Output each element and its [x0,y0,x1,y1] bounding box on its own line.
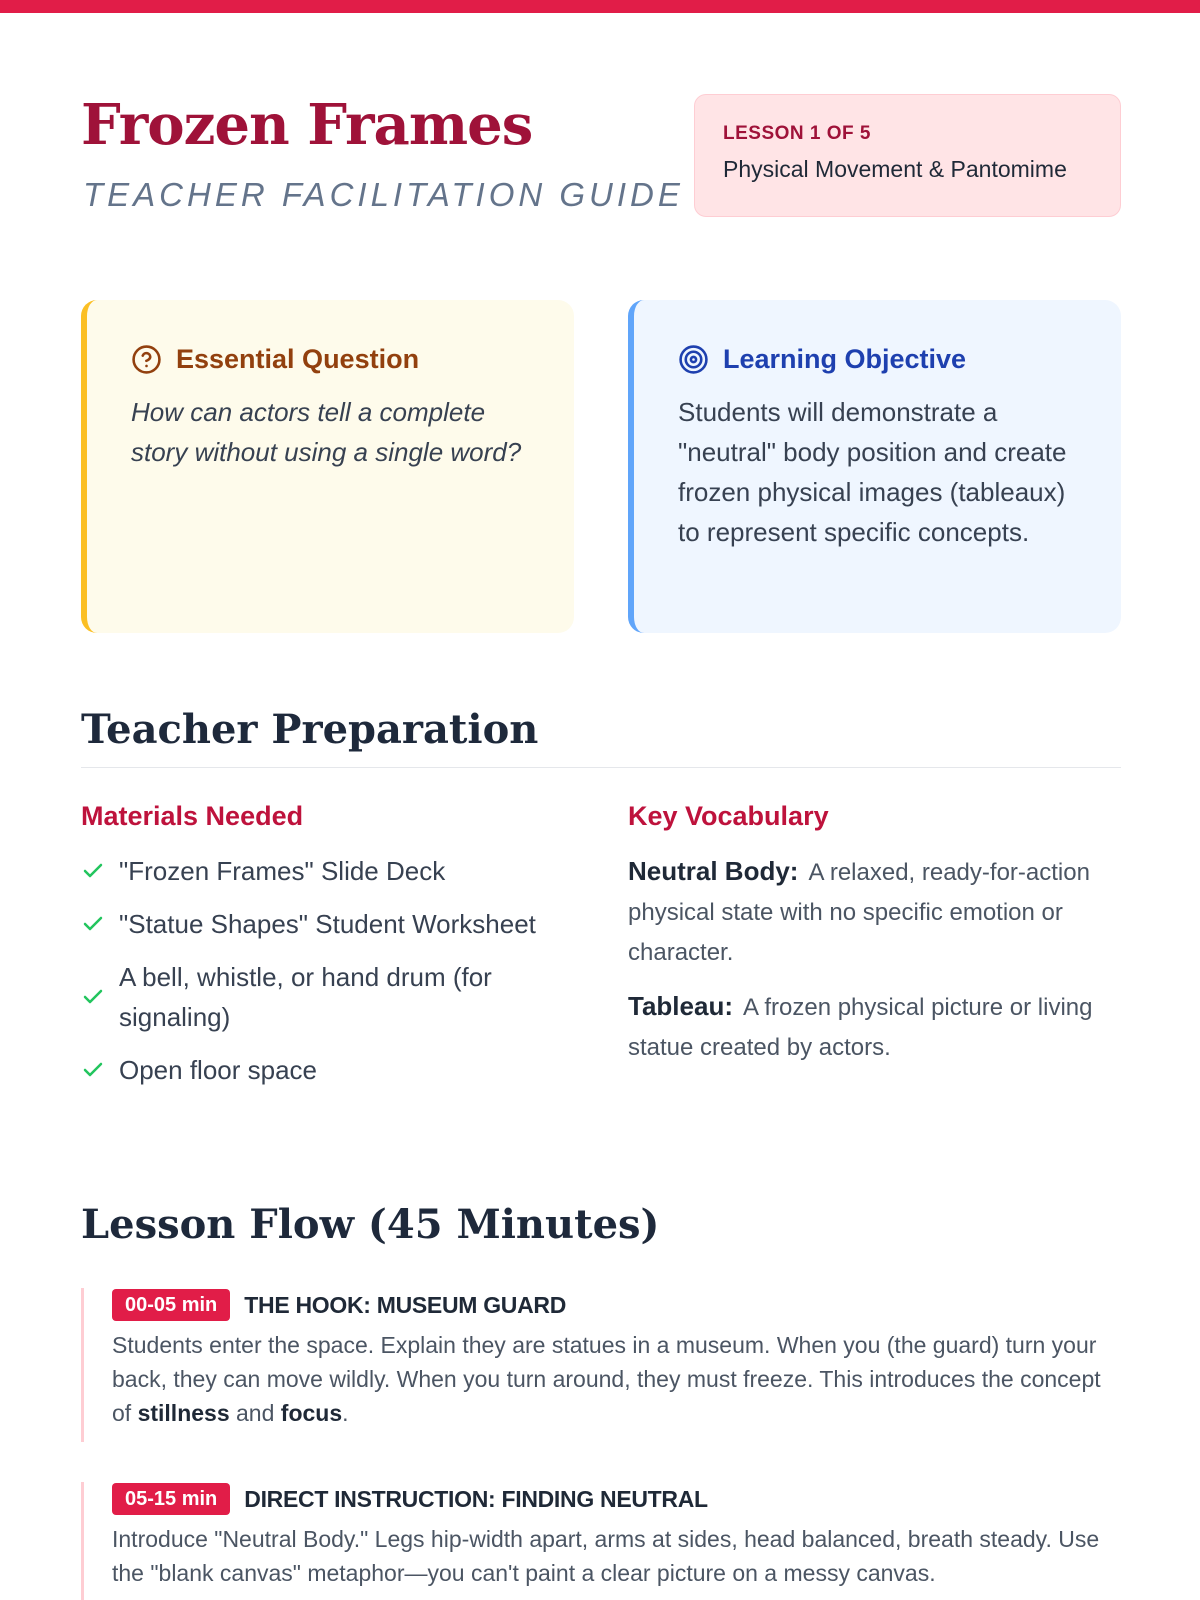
step-description [112,1328,1121,1430]
time-badge: 00-05 min [112,1289,230,1321]
vocabulary-list [628,851,1121,1068]
learning-objective-header [678,342,1081,376]
vocabulary-heading: Key Vocabulary [628,801,829,831]
list-item [81,1050,551,1090]
materials-column [81,800,551,1103]
lesson-step [81,1482,1121,1600]
section-divider [81,767,1121,768]
emphasis-stillness: stillness [137,1400,230,1426]
lesson-topic: Physical Movement & Pantomime [723,156,1067,182]
page-title: Frozen Frames [81,92,533,158]
material-text: "Frozen Frames" Slide Deck [119,856,446,887]
materials-list [81,851,551,1090]
lesson-step [81,1288,1121,1442]
lesson-flow-heading: Lesson Flow (45 Minutes) [81,1201,660,1248]
page-subtitle: TEACHER FACILITATION GUIDE [83,176,684,213]
list-item [81,851,551,891]
time-badge: 05-15 min [112,1483,230,1515]
check-icon [81,985,105,1009]
top-accent-bar [0,0,1200,13]
essential-question-header [131,342,534,376]
step-description: Introduce "Neutral Body." Legs hip-width apart, arms at sides, head balanced, breath steady. Use the "blank canvas" metaphor—you can't paint a clear picture on a messy canvas. [112,1526,1100,1586]
vocabulary-item [628,986,1121,1068]
emphasis-focus: focus [280,1400,343,1426]
vocabulary-term: Neutral Body: [628,856,799,887]
learning-objective-label: Learning Objective [723,343,967,374]
step-title: THE HOOK: MUSEUM GUARD [244,1291,567,1318]
learning-objective-text: Students will demonstrate a "neutral" body position and create frozen physical images (tableaux) to represent specific concepts. [678,397,1067,547]
lesson-number: LESSON 1 OF 5 [723,123,871,144]
list-item [81,957,551,1037]
step-description-text: . [342,1400,349,1426]
essential-question-text: How can actors tell a complete story without using a single word? [131,397,522,467]
learning-objective-card [628,300,1121,633]
lesson-badge [694,94,1121,217]
step-description-text: and [229,1400,281,1426]
vocabulary-item [628,851,1121,973]
material-text: A bell, whistle, or hand drum (for signaling) [119,962,492,1033]
check-icon [81,859,105,883]
step-title: DIRECT INSTRUCTION: FINDING NEUTRAL [244,1485,708,1512]
vocabulary-definition: A frozen physical picture or living statue created by actors. [628,994,1093,1062]
vocabulary-definition: A relaxed, ready-for-action physical state with no specific emotion or character. [628,859,1090,967]
question-circle-icon [131,344,162,375]
materials-heading: Materials Needed [81,801,304,831]
essential-question-card [81,300,574,633]
step-description-text: Students enter the space. Explain they are statues in a museum. When you (the guard) turn your back, they can move wildly. When you turn around, they must freeze. This introduces the concept of [112,1332,1101,1426]
material-text: "Statue Shapes" Student Worksheet [119,909,536,940]
material-text: Open floor space [119,1055,318,1086]
lesson-step-header [112,1482,1121,1516]
list-item [81,904,551,944]
check-icon [81,912,105,936]
teacher-preparation-heading: Teacher Preparation [81,706,539,753]
check-icon [81,1058,105,1082]
target-icon [678,344,709,375]
vocabulary-column [628,800,1121,1068]
vocabulary-term: Tableau: [628,991,733,1022]
lesson-step-header [112,1288,1121,1322]
essential-question-label: Essential Question [176,343,420,374]
